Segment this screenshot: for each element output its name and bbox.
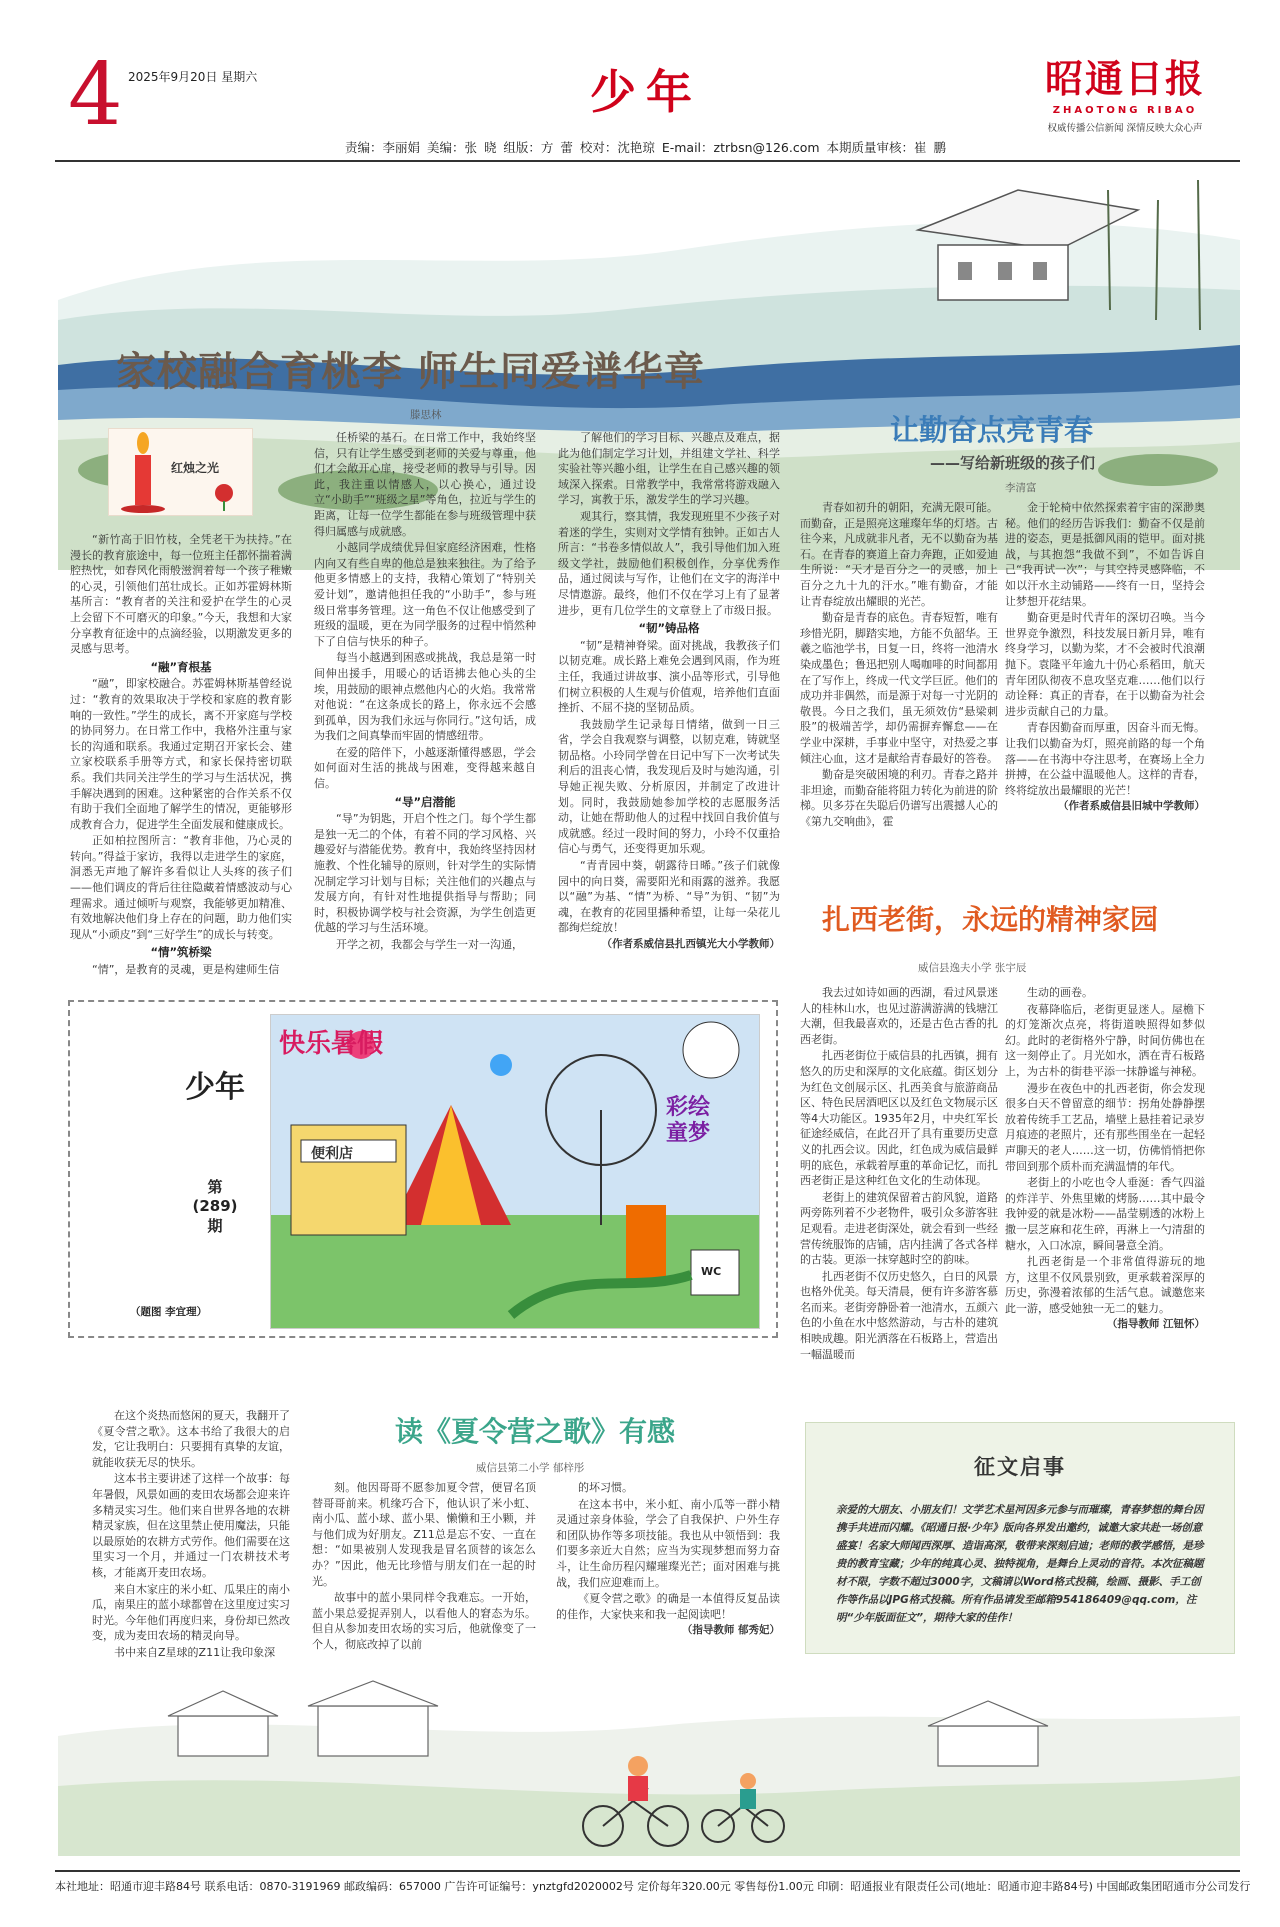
painting-illustration — [271, 1015, 760, 1329]
painting-text-holiday: 快乐暑假 — [279, 1029, 384, 1059]
paragraph: 的坏习惯。 — [578, 1481, 633, 1494]
header-rule — [55, 160, 1240, 162]
paragraph: 老街上的小吃也令人垂涎：香气四溢的炸洋芋、外焦里嫩的烤肠……其中最令我钟爱的就是冰粉——晶莹剔透的冰粉上撒一层芝麻和花生碎，再淋上一勺清甜的糖水，入口冰凉，瞬间暑意全消。 — [1005, 1176, 1205, 1252]
reading-article-title: 读《夏令营之歌》有感 — [395, 1415, 676, 1448]
candle-icon — [113, 429, 173, 515]
paragraph: 观其行，察其情，我发现班里不少孩子对着迷的学生，实则对文学情有独钟。正如古人所言：“书卷多情似故人”，我引导他们加入班级文学社，鼓励他们积极创作，分享优秀作品，通过阅读与写作，让他们在文字的海洋中尽情遨游。最终，他们不仅在学习上有了显著进步，更有几位学生的文章登上了市级日报。 — [558, 509, 780, 617]
author-note: （指导教师 江钮怀） — [1106, 1318, 1205, 1331]
jiexi-article-col-2 — [1005, 985, 1205, 1334]
right-article-col-2 — [1005, 500, 1205, 816]
reading-article-col-3 — [556, 1480, 780, 1640]
reading-article-col-1 — [92, 1408, 290, 1662]
masthead-english: ZHAOTONG RIBAO — [1052, 105, 1198, 116]
paragraph: 来自木家庄的米小虹、瓜果庄的南小瓜，南果庄的蓝小球都曾在这里度过实习时光。今年他们再度归来，身份却已然改变，成为麦田农场的精灵向导。 — [92, 1582, 290, 1643]
main-article-author: 滕思林 — [410, 409, 442, 421]
right-article-subtitle: ——写给新班级的孩子们 — [930, 454, 1096, 472]
side-title: 少年 — [185, 1070, 245, 1105]
paragraph: 任桥梁的基石。在日常工作中，我始终坚信，只有让学生感受到老师的关爱与尊重，他们才会敞开心扉，接受老师的教导与引导。因此，我注重以情感人，以心换心，通过设立“小助手”“班级之星”等角色，拉近与学生的距离，让每一位学生都能在参与班级管理中获得归属感与成就感。 — [314, 431, 536, 538]
reading-article-byline: 威信县第二小学 郁梓彤 — [476, 1462, 585, 1474]
masthead — [1025, 48, 1225, 134]
masthead-title: 昭通日报 — [1044, 56, 1205, 101]
subheading: “导”启潜能 — [394, 794, 456, 809]
main-article-col-1 — [70, 532, 292, 979]
paragraph: 故事中的蓝小果同样令我难忘。一开始，蓝小果总爱捉弄别人，以看他人的窘态为乐。但自从参加麦田农场的实习后，他就像变了一个人，彻底改掉了以前 — [312, 1591, 536, 1651]
call-for-submissions-box — [805, 1422, 1235, 1654]
right-article-author: 李清富 — [1005, 482, 1037, 494]
paragraph: 扎西老街不仅历史悠久，白日的风景也格外优美。每天清晨，便有许多游客慕名而来。老街旁静卧着一池清水，五颜六色的小鱼在水中悠然游动，与古朴的建筑相映成趣。阳光洒落在石板路上，营造出一幅温暖而 — [800, 1269, 998, 1361]
author-note: （作者系威信县旧城中学教师） — [1058, 800, 1205, 813]
issue-suffix: 期 — [207, 1217, 223, 1235]
paragraph: 老街上的建筑保留着古韵风貌，道路两旁陈列着不少老物件，吸引众多游客驻足观看。走进老街深处，就会看到一些经营传统服饰的店铺，店内挂满了各式各样的古装。更添一抹穿越时空的韵味。 — [800, 1190, 998, 1267]
paragraph: 扎西老街是一个非常值得游玩的地方，这里不仅风景别致，更承载着深厚的历史，弥漫着浓郁的生活气息。诚邀您来此一游，感受她独一无二的魅力。 — [1005, 1255, 1205, 1315]
issue-prefix: 第 — [207, 1178, 223, 1196]
badge-label: 红烛之光 — [171, 461, 220, 475]
paragraph: 在爱的陪伴下，小越逐渐懂得感恩，学会如何面对生活的挑战与困难，变得越来越自信。 — [314, 745, 536, 791]
paragraph: 漫步在夜色中的扎西老街，你会发现很多白天不曾留意的细节：拐角处静静摆放着传统手工艺品，墙壁上悬挂着记录岁月痕迹的老照片，还有那些围坐在一起轻声聊天的老人……这一切，仿佛悄悄把你带回到那个质朴而充满温情的年代。 — [1005, 1081, 1205, 1173]
notice-body: 亲爱的大朋友、小朋友们！文学艺术星河因多元参与而璀璨，青春梦想的舞台因携手共进而闪耀。《昭通日报·少年》版向各界发出邀约，诚邀大家共赴一场创意盛宴！名家大师闻西深厚、造诣高深，敬带来深刻启迪；老师的教学感悟，是珍贵的教育宝藏；少年的纯真心灵、独特视角，是舞台上灵动的音符。本次征稿题材不限，字数不超过3000字，文稿请以Word格式投稿，绘画、摄影、手工创作等作品以JPG格式投稿。所有作品请发至邮箱954186409@qq.com，注明“少年版面征文”，期待大家的佳作！ — [836, 1504, 1204, 1624]
paragraph: 每当小越遇到困惑或挑战，我总是第一时间伸出援手，用暖心的话语拂去他心头的尘埃，用鼓励的眼神点燃他内心的火焰。我常常对他说：“在这条成长的路上，你永远不会感到孤单，因为我们永远与你同行。”这句话，成为我们之间真挚而牢固的情感纽带。 — [314, 651, 536, 743]
paragraph: 我去过如诗如画的西湖，看过风景迷人的桂林山水，也见过游满游满的钱塘江大潮，但我最喜欢的，还是古色古香的扎西老街。 — [800, 986, 998, 1046]
subheading: “融”育根基 — [150, 659, 212, 674]
painting-text-dream: 彩绘童梦 — [666, 1095, 711, 1146]
candle-badge — [108, 428, 253, 516]
paragraph: 勤奋更是时代青年的深切召唤。当今世界竞争激烈，科技发展日新月异，唯有终身学习，以勤为桨，才不会被时代浪潮抛下。袁隆平年逾九十仍心系稻田，航天青年团队彻夜不息攻坚克难……他们以行动诠释：真正的青春，在于以勤奋为社会进步贡献自己的力量。 — [1005, 611, 1205, 718]
main-article-title: 家校融合育桃李 师生同爱谱华章 — [116, 349, 705, 395]
paragraph: 书中来自Z星球的Z11让我印象深 — [114, 1645, 276, 1659]
paragraph: 扎西老街位于威信县的扎西镇，拥有悠久的历史和深厚的文化底蕴。街区划分为红色文创展示区、扎西美食与旅游商品区、特色民居酒吧区以及红色文物展示区等4大功能区。1935年2月，中央红军长征途经威信，在此召开了具有重要历史意义的扎西会议。因此，红色成为威信最鲜明的底色，承载着厚重的革命记忆，而扎西老街正是这种红色文化的生动体现。 — [800, 1049, 998, 1188]
shop-sign: 便利店 — [311, 1146, 353, 1162]
paragraph: 在这个炎热而悠闲的夏天，我翻开了《夏令营之歌》。这本书给了我很大的启发，它让我明白：只要拥有真挚的友谊，就能收获无尽的快乐。 — [92, 1409, 290, 1469]
paragraph: 勤奋是突破困境的利刃。青春之路并非坦途，而勤奋能将阻力转化为前进的阶梯。贝多芬在失聪后仍谱写出震撼人心的《第九交响曲》，霍 — [800, 768, 998, 828]
footer-rule — [55, 1870, 1240, 1872]
paragraph: 夜幕降临后，老街更显迷人。屋檐下的灯笼渐次点亮，将街道映照得如梦似幻。此时的老街格外宁静，时间仿佛也在这一刻停止了。月光如水，洒在青石板路上，为古朴的街巷平添一抹静谧与神秘。 — [1005, 1002, 1205, 1078]
wc-sign: WC — [701, 1265, 722, 1278]
masthead-slogan: 权威传播公信新闻 深情反映大众心声 — [1047, 123, 1203, 134]
paragraph: “青青园中葵，朝露待日晞。”孩子们就像园中的向日葵，需要阳光和雨露的滋养。我愿以“融”为基、“情”为桥、“导”为钥、“韧”为魂，在教育的花园里播种希望，让每一朵花儿都绚烂绽放！ — [558, 859, 780, 935]
child-painting — [270, 1014, 760, 1329]
author-note: （作者系威信县扎西镇光大小学教师） — [601, 938, 780, 950]
page-number: 4 — [68, 45, 123, 145]
paragraph: 正如柏拉图所言：“教育非他，乃心灵的转向。”得益于家访，我得以走进学生的家庭，洞悉无声地了解许多看似让人头疼的孩子们——他们调皮的背后往往隐藏着情感波动与心理需求。通过倾听与观察，我能够更加精准、有效地解决他们身上存在的问题，助力他们实现从“小顽皮”到“三好学生”的成长与转变。 — [70, 834, 292, 941]
paragraph: 《夏令营之歌》的确是一本值得反复品读的佳作，大家快来和我一起阅读吧！ — [556, 1592, 780, 1621]
reading-article-col-2 — [312, 1480, 536, 1654]
paragraph: 我鼓励学生记录每日情绪，做到一日三省，学会自我观察与调整，以韧克难，铸就坚韧品格。小玲同学曾在日记中写下一次考试失利后的沮丧心情，我发现后及时与她沟通，引导她正视失败、分析原因，并制定了改进计划。同时，我鼓励她参加学校的志愿服务活动，让她在帮助他人的过程中找回自我价值与成就感。经过一段时间的努力，小玲不仅重拾信心与勇气，还变得更加乐观。 — [558, 717, 780, 856]
paragraph: “情”，是教育的灵魂，更是构建师生信 — [92, 963, 280, 977]
jiexi-article-col-1 — [800, 985, 998, 1363]
paragraph: “融”，即家校融合。苏霍姆林斯基曾经说过：“教育的效果取决于学校和家庭的教育影响的一致性。”学生的成长，离不开家庭与学校的协同努力。在日常工作中，我格外注重与家长的沟通和联系。我通过定期召开家长会、建立家校联系手册等方式，和家长保持密切联系。我们共同关注学生的学习与生活状况，携手解决遇到的困难。这种紧密的合作关系不仅有助于我们全面地了解学生的情况，更能够形成教育合力，促进学生全面发展和健康成长。 — [70, 677, 292, 831]
notice-title: 征文启事 — [974, 1455, 1066, 1479]
paragraph: 青春因勤奋而厚重，因奋斗而无悔。让我们以勤奋为灯，照亮前路的每一个角落——在书海中夺注思考，在赛场上全力拼搏，在公益中温暖他人。这样的青春，终将绽放出最耀眼的光芒！ — [1005, 721, 1205, 797]
artwork-box — [68, 1000, 778, 1338]
editorial-credits: 责编：李丽娟 美编：张 晓 组版：方 蕾 校对：沈艳琼 E-mail：ztrbsn@126.com 本期质量审核：崔 鹏 — [345, 140, 946, 155]
paragraph: 这本书主要讲述了这样一个故事：每年暑假，风景如画的麦田农场都会迎来许多精灵实习生。他们来自世界各地的农耕精灵家族，但在这里禁止使用魔法，只能以最原始的农耕方式劳作。他们需要在这里实习一个月，并通过一门农耕技术考核，才能离开麦田农场。 — [92, 1472, 290, 1579]
jiexi-article-byline: 威信县逸夫小学 张宇辰 — [918, 962, 1027, 974]
paragraph: 生动的画卷。 — [1027, 986, 1093, 999]
issue-date: 2025年9月20日 星期六 — [128, 70, 258, 84]
subheading: “韧”铸品格 — [638, 621, 700, 636]
footer-info: 本社地址：昭通市迎丰路84号 联系电话：0870-3191969 邮政编码：657000 广告许可证编号：ynztgfd2020002号 定价每年320.00元 零售每份1.00元 印刷：昭通报业有限责任公司(地址：昭通市迎丰路84号) 中国邮政集团昭通市分公司发行 — [55, 1880, 1251, 1893]
right-article-title: 让勤奋点亮青春 — [890, 413, 1094, 447]
paragraph: 金于轮椅中依然探索着宇宙的深渺奥秘。他们的经历告诉我们：勤奋不仅是前进的姿态，更是抵御风雨的铠甲。面对挑战，与其抱怨“我做不到”，不如告诉自己“我再试一次”；与其空持灵感降临，不如以汗水主动铺路——终有一日，坚持会让梦想开花结果。 — [1005, 501, 1205, 608]
paragraph: 青春如初升的朝阳，充满无限可能。而勤奋，正是照亮这璀璨年华的灯塔。古往今来，凡成就非凡者，无不以勤奋为基石。在青春的赛道上奋力奔跑，正如爱迪生所说：“天才是百分之一的灵感，加上百分之九十九的汗水。”唯有勤奋，才能让青春绽放出耀眼的光芒。 — [800, 501, 998, 608]
author-note: （指导教师 郁秀妃） — [681, 1624, 780, 1637]
village-bicycle-illustration — [58, 1676, 1240, 1856]
paragraph: “韧”是精神脊梁。面对挑战，我教孩子们以韧克难。成长路上难免会遇到风雨，作为班主任，我通过讲故事、演小品等形式，引导他们树立积极的人生观与价值观，培养他们直面挫折、不屈不挠的坚韧品质。 — [558, 638, 780, 715]
issue-label — [175, 1062, 255, 1236]
issue-number: (289) — [192, 1197, 238, 1215]
footer-illustration — [58, 1676, 1240, 1856]
jiexi-article-title: 扎西老街，永远的精神家园 — [822, 903, 1159, 936]
paragraph: 开学之初，我都会与学生一对一沟通， — [336, 938, 523, 951]
paragraph: 勤奋是青春的底色。青春短暂，唯有珍惜光阴，脚踏实地，方能不负韶华。王羲之临池学书，日复一日，终将一池清水染成墨色；鲁迅把别人喝咖啡的时间都用在了写作上，终成一代文学巨匠。他们的成功并非偶然，而是源于对每一寸光阴的敬畏。今日之我们，虽无须效仿“悬梁刺股”的极端苦学，却仍需摒弃懈怠——在学业中深耕，手事业中坚守，对热爱之事倾注心血，这才是献给青春最好的答卷。 — [800, 611, 998, 765]
paragraph: “导”为钥匙，开启个性之门。每个学生都是独一无二的个体，有着不同的学习风格、兴趣爱好与潜能优势。教育中，我始终坚持因材施教、个性化辅导的原则，针对学生的实际情况制定学习计划与目标；关注他们的兴趣点与发展方向，有针对性地提供指导与帮助；同时，积极协调学校与社会资源，为学生创造更优越的学习与生活环境。 — [314, 812, 536, 935]
paragraph: 小越同学成绩优异但家庭经济困难，性格内向又有些自卑的他总是独来独往。为了给予他更多情感上的支持，我精心策划了“特别关爱计划”，邀请他担任我的“小助手”，参与班级日常事务管理。这一角色不仅让他感受到了班级的温暖，更在为同学服务的过程中悄然种下了自信与快乐的种子。 — [314, 541, 536, 648]
subheading: “情”筑桥梁 — [150, 945, 212, 960]
paragraph: “新竹高于旧竹枝，全凭老干为扶持。”在漫长的教育旅途中，每一位班主任都怀揣着满腔热忱，如春风化雨般滋润着每一个孩子稚嫩的心灵，引领他们茁壮成长。正如苏霍姆林斯基所言：“教育者的关注和爱护在学生的心灵上会留下不可磨灭的印象。”今天，我想和大家分享教育征途中的点滴经验，以期激发更多的灵感与思考。 — [70, 533, 292, 656]
paragraph: 在这本书中，米小虹、南小瓜等一群小精灵通过亲身体验，学会了自我保护、户外生存和团队协作等多项技能。我也从中领悟到：我们要多亲近大自然；应当为实现梦想而努力奋斗，让生命历程闪耀璀璨光芒；面对困难与挑战，我们应迎难而上。 — [556, 1497, 780, 1589]
section-title: 少年 — [590, 65, 702, 119]
main-article-col-3 — [558, 430, 780, 954]
main-article-col-2 — [314, 430, 536, 954]
paragraph: 了解他们的学习目标、兴趣点及难点，据此为他们制定学习计划，并组建文学社、科学实验社等兴趣小组，让学生在自己感兴趣的领域深入探索。日常教学中，我常常将游戏融入学习，寓教于乐，激发学生的学习兴趣。 — [558, 431, 780, 507]
right-article-col-1 — [800, 500, 998, 830]
paragraph: 刻。他因哥哥不愿参加夏令营，便冒名顶替哥哥前来。机缘巧合下，他认识了米小虹、南小瓜、蓝小球、蓝小果、懒懒和王小颗，并与他们成为好朋友。Z11总是忘不安、一直在想：“如果被别人发现我是冒名顶替的该怎么办？”因此，他无比珍惜与朋友们在一起的时光。 — [312, 1481, 536, 1588]
rose-icon — [204, 481, 244, 511]
artwork-caption: （题图 李宜理） — [130, 1306, 208, 1318]
